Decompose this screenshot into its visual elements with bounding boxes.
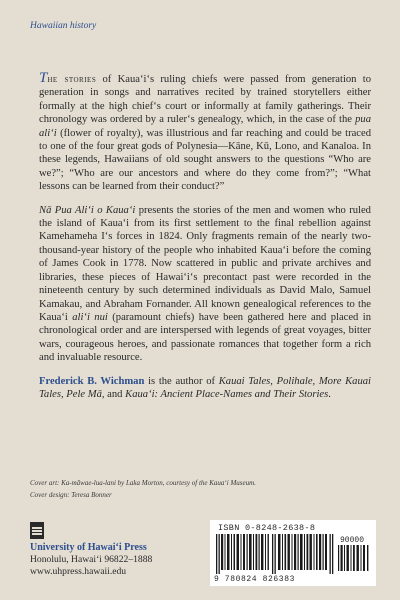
- drop-cap: T: [39, 70, 48, 86]
- barcode-bars-icon: [216, 534, 334, 574]
- credits: [30, 477, 256, 501]
- author-name: Frederick B. Wichman: [39, 375, 145, 387]
- barcode: [210, 520, 376, 586]
- publisher-block: [30, 522, 152, 578]
- blurb-text: (paramount chiefs) have been gathered here and placed in chronological order and are interspersed with legends of great voyages, bitter wars, courageous heroes, and passionate romances that together form a rich and invaluable resource.: [39, 311, 371, 364]
- opening-smallcaps: he stories: [47, 74, 97, 85]
- press-logo-icon: [30, 522, 44, 539]
- book-title: Nā Pua Aliʻi o Kauaʻi: [39, 204, 136, 216]
- blurb-text: of Kauaʻiʻs ruling chiefs were passed from generation to generation in songs and narratives recited by trained storytellers either formally at the high chiefʻs court or informally at family gatherings. Their chronology was ordered by a rulerʻs genealogy, which, in the case of the: [39, 74, 372, 126]
- blurb-text: presents the stories of the men and women who ruled the island of Kauaʻi from its first settlement to the final rebellion against Kamehameha Iʻs forces in 1824. Only fragments remain of the nearly two-thousand-year history of the people who inhabited Kauaʻi before the coming of James Cook in 1778. Now scattered in public and private archives and libraries, these pieces of Hawaiʻiʻs precontact past were recorded in the nineteenth century by such determined individuals as David Malo, Samuel Kamakau, and Abraham Fornander. All known genealogical references to the Kauaʻi: [39, 204, 371, 323]
- publisher-address: Honolulu, Hawaiʻi 96822–1888: [30, 554, 153, 565]
- blurb: [39, 72, 371, 411]
- author-works: Kauaʻi: Ancient Place-Names and Their Stories: [125, 388, 329, 400]
- blurb-italic: aliʻi nui: [72, 311, 108, 323]
- blurb-paragraph-1: [39, 72, 371, 194]
- publisher-url: www.uhpress.hawaii.edu: [30, 566, 127, 577]
- blurb-paragraph-2: [39, 204, 371, 365]
- blurb-text: and: [104, 388, 126, 400]
- blurb-text: (flower of royalty), was illustrious and far reaching and could be traced to one of the four great gods of Polynesia—Kāne, Kū, Lono, and Kanaloa. In these legends, Hawaiians of old sought answers to the questions “Who are we?”; “Who are our ancestors and where do they come from?”; “What lessons can be learned from their conduct?”: [39, 127, 371, 193]
- blurb-italic: pua aliʻi: [39, 114, 371, 139]
- blurb-text: .: [328, 388, 331, 400]
- cover-design-credit: Cover design: Teresa Bonner: [30, 491, 112, 499]
- category-label: Hawaiian history: [30, 21, 97, 31]
- isbn-label: ISBN 0-8248-2638-8: [218, 523, 316, 533]
- addon-barcode-icon: [338, 545, 370, 571]
- author-works: Kauai Tales, Polihale, More Kauai Tales, Pele Mā,: [39, 375, 371, 400]
- blurb-text: is the author of: [144, 375, 219, 387]
- barcode-number: 9 780824 826383: [214, 575, 296, 584]
- cover-art-credit: Cover art: Ka-māwae-lua-lani by Laka Morton, courtesy of the Kauaʻi Museum.: [30, 479, 256, 487]
- price-code: 90000: [340, 536, 365, 545]
- publisher-name: University of Hawaiʻi Press: [30, 542, 147, 553]
- author-bio: [39, 375, 371, 402]
